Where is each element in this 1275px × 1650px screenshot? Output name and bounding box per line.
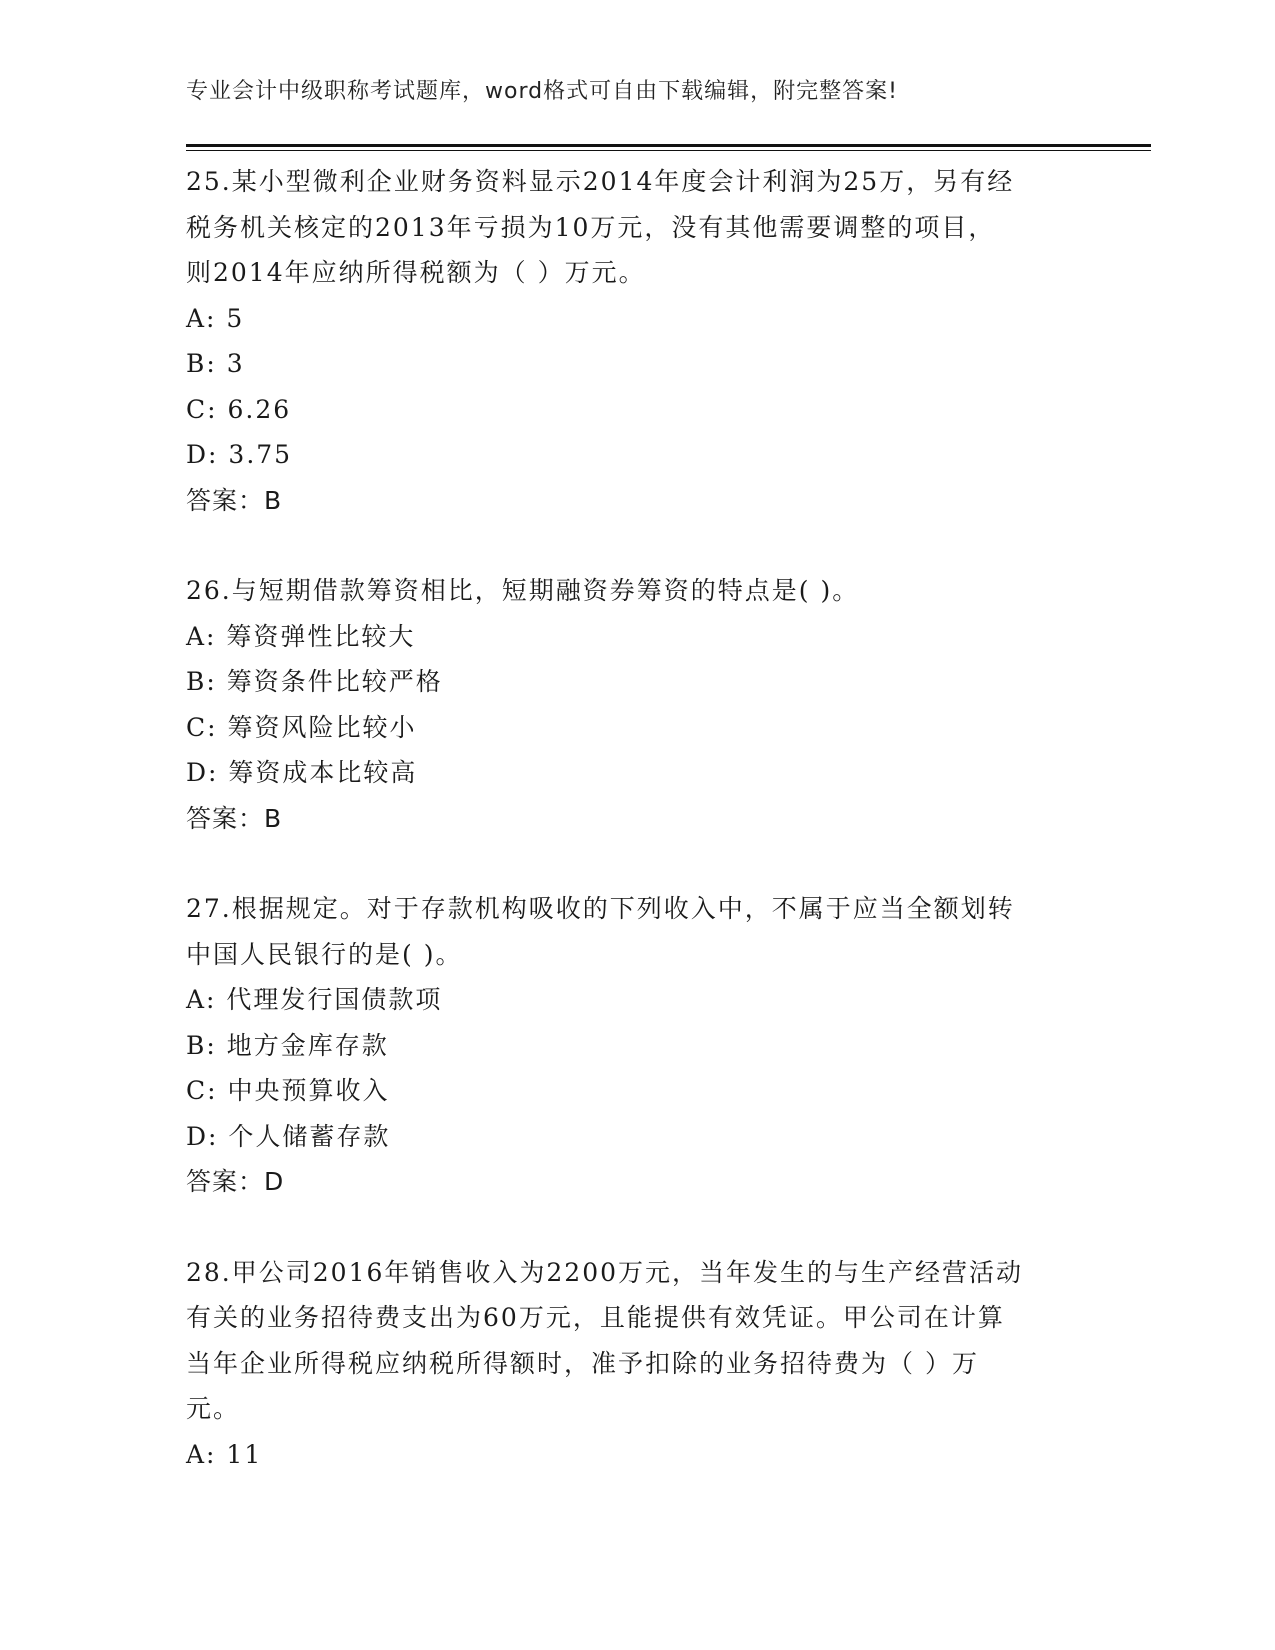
option-b: B: 筹资条件比较严格 (186, 667, 443, 696)
option-a: A: 5 (186, 303, 245, 333)
option-d: D: 3.75 (186, 440, 293, 469)
question-stem-line: 26.与短期借款筹资相比，短期融资券筹资的特点是( )。 (186, 576, 860, 605)
question-stem-line: 税务机关核定的2013年亏损为10万元，没有其他需要调整的项目， (186, 212, 996, 242)
question-26 (186, 568, 1086, 841)
question-stem-line: 25.某小型微利企业财务资料显示2014年度会计利润为25万，另有经 (186, 167, 1015, 196)
question-stem-line: 有关的业务招待费支出为60万元，且能提供有效凭证。甲公司在计算 (186, 1303, 1005, 1332)
question-list (186, 159, 1086, 1477)
option-c: C: 中央预算收入 (186, 1076, 390, 1105)
option-a: A: 筹资弹性比较大 (186, 621, 416, 651)
question-28 (186, 1250, 1086, 1478)
question-25 (186, 159, 1086, 523)
option-d: D: 个人储蓄存款 (186, 1121, 391, 1151)
question-stem-line: 中国人民银行的是( )。 (186, 939, 463, 969)
question-stem-line: 元。 (186, 1394, 241, 1423)
answer-label: 答案：D (186, 1167, 285, 1196)
option-c: C: 6.26 (186, 394, 292, 424)
header-divider-thick (186, 144, 1151, 147)
option-b: B: 地方金库存款 (186, 1030, 389, 1060)
question-stem-line: 27.根据规定。对于存款机构吸收的下列收入中，不属于应当全额划转 (186, 894, 1015, 923)
question-stem-line: 则2014年应纳所得税额为（ ）万元。 (186, 258, 646, 287)
answer-label: 答案：B (186, 803, 283, 833)
option-b: B: 3 (186, 349, 245, 378)
page-header: 专业会计中级职称考试题库，word格式可自由下载编辑，附完整答案! (186, 79, 898, 104)
option-d: D: 筹资成本比较高 (186, 758, 418, 787)
option-a: A: 11 (186, 1439, 263, 1469)
answer-label: 答案：B (186, 485, 283, 515)
option-c: C: 筹资风险比较小 (186, 712, 417, 742)
header-divider-thin (186, 150, 1151, 151)
question-stem-line: 当年企业所得税应纳税所得额时，准予扣除的业务招待费为（ ）万 (186, 1348, 979, 1378)
option-a: A: 代理发行国债款项 (186, 985, 443, 1014)
question-stem-line: 28.甲公司2016年销售收入为2200万元，当年发生的与生产经营活动 (186, 1257, 1024, 1287)
question-27 (186, 886, 1086, 1205)
